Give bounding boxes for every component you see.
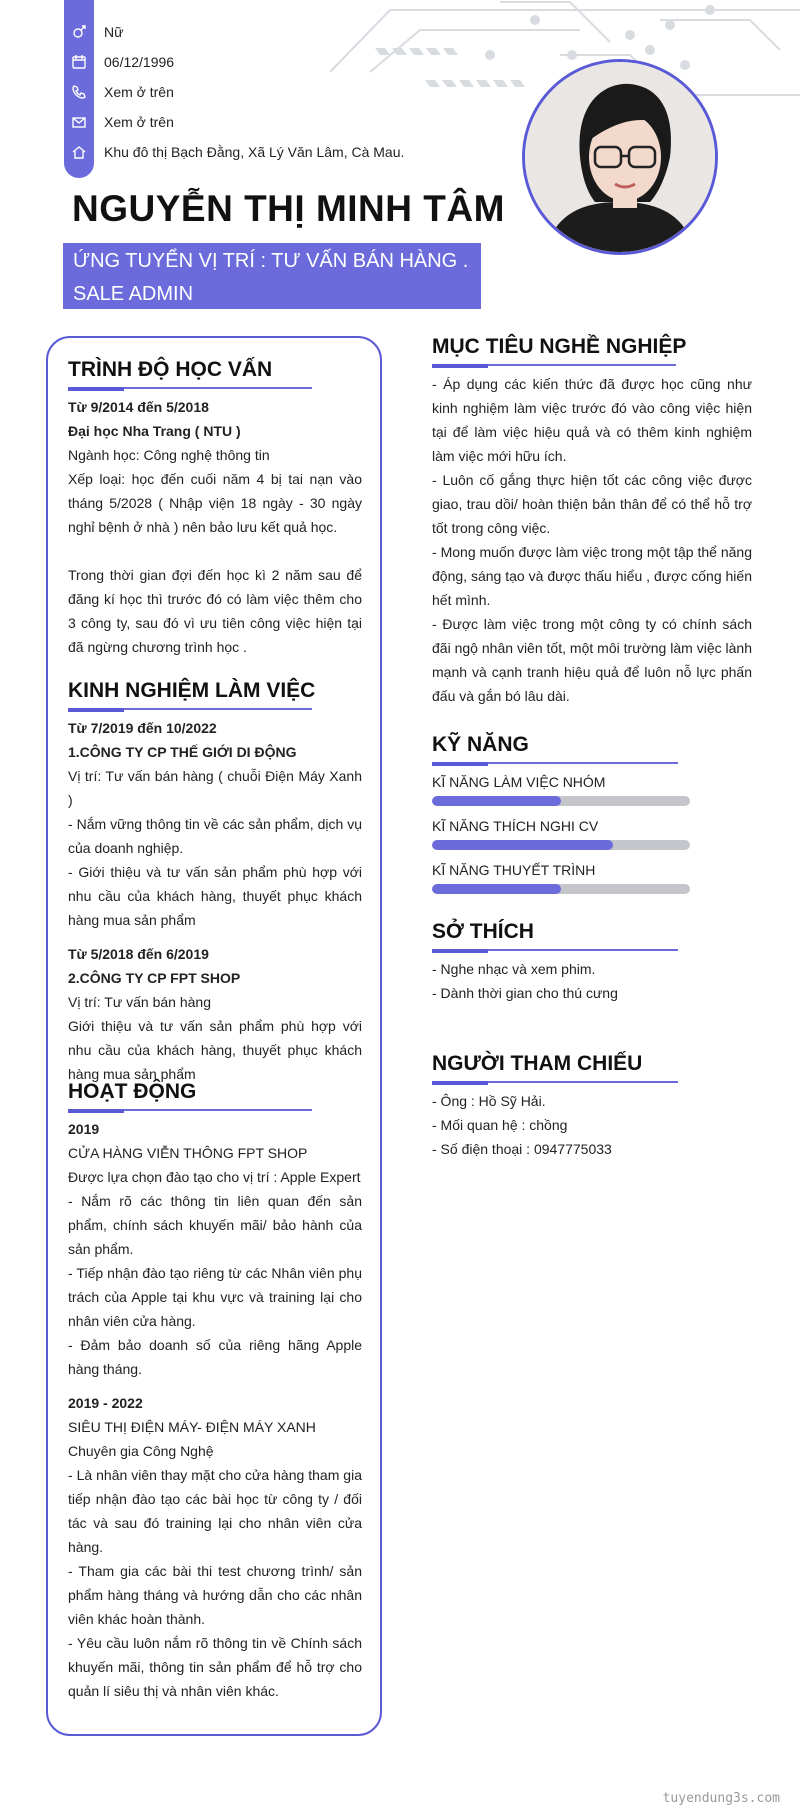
skill-bar-fill bbox=[432, 840, 613, 850]
objective-text bbox=[432, 372, 752, 708]
activity-line: - Nắm rõ các thông tin liên quan đến sản phẩm, chính sách khuyến mãi/ bảo hành của sản phẩm. bbox=[68, 1193, 362, 1257]
objective-underline bbox=[432, 364, 676, 366]
skill-label: KĨ NĂNG THÍCH NGHI CV bbox=[432, 818, 599, 834]
objective-line: - Luôn cố gắng thực hiện tốt các công việc được giao, trau dồi/ hoàn thiện bản thân để có thể hỗ trợ tốt trong công việc. bbox=[432, 472, 752, 536]
skill-bar bbox=[432, 840, 690, 850]
activity-line: - Là nhân viên thay mặt cho cửa hàng tham gia tiếp nhận đào tạo các bài học từ công ty / đối tác và sau đó training lại cho nhân viên cửa hàng. bbox=[68, 1467, 362, 1555]
objective-section bbox=[432, 335, 752, 708]
contact-phone bbox=[64, 77, 484, 107]
skill-label: KĨ NĂNG THUYẾT TRÌNH bbox=[432, 862, 596, 878]
hobbies-section bbox=[432, 920, 752, 1005]
contact-gender bbox=[64, 17, 484, 47]
activity-line: - Tiếp nhận đào tạo riêng từ các Nhân viên phụ trách của Apple tại khu vực và training lại cho nhân viên cửa hàng. bbox=[68, 1265, 362, 1329]
skill-item bbox=[432, 862, 752, 894]
activity-year: 2019 - 2022 bbox=[68, 1395, 143, 1411]
education-major: Ngành học: Công nghệ thông tin bbox=[68, 447, 270, 463]
job-line: - Giới thiệu và tư vấn sản phẩm phù hợp với nhu cầu của khách hàng, thuyết phục khách hàng mua sản phẩm bbox=[68, 864, 362, 928]
hobbies-underline bbox=[432, 949, 678, 951]
references-section bbox=[432, 1052, 752, 1161]
reference-line: - Ông : Hồ Sỹ Hải. bbox=[432, 1093, 546, 1109]
education-period: Từ 9/2014 đến 5/2018 bbox=[68, 399, 209, 415]
reference-line: - Số điện thoại : 0947775033 bbox=[432, 1141, 612, 1157]
activity-year: 2019 bbox=[68, 1121, 100, 1137]
home-icon bbox=[64, 144, 94, 160]
email-text: Xem ở trên bbox=[104, 114, 174, 130]
experience-underline bbox=[68, 708, 312, 710]
phone-text: Xem ở trên bbox=[104, 84, 174, 100]
activity-line: - Đảm bảo doanh số của riêng hãng Apple hàng tháng. bbox=[68, 1337, 362, 1377]
activity-1 bbox=[68, 1117, 362, 1381]
objective-title: MỤC TIÊU NGHỀ NGHIỆP bbox=[432, 335, 687, 358]
job-period: Từ 7/2019 đến 10/2022 bbox=[68, 720, 217, 736]
education-section bbox=[68, 358, 362, 659]
education-title: TRÌNH ĐỘ HỌC VẤN bbox=[68, 358, 273, 381]
phone-icon bbox=[64, 84, 94, 100]
references-title: NGƯỜI THAM CHIẾU bbox=[432, 1052, 643, 1075]
education-grade: Xếp loại: học đến cuối năm 4 bị tai nạn vào tháng 5/2028 ( Nhập viện 18 ngày - 30 ngày nghỉ bệnh ở nhà ) nên bảo lưu kết quả học. bbox=[68, 471, 362, 535]
skills-underline bbox=[432, 762, 678, 764]
skill-bar bbox=[432, 884, 690, 894]
objective-line: - Được làm việc trong một công ty có chính sách đãi ngộ nhân viên tốt, một môi trường làm việc lành mạnh và cạnh tranh hiệu quả để luôn nỗ lực phấn đấu và gắn bó lâu dài. bbox=[432, 616, 752, 704]
references-list bbox=[432, 1089, 752, 1161]
objective-line: - Mong muốn được làm việc trong một tập thể năng động, sáng tạo và được thấu hiểu , được cống hiến hết mình. bbox=[432, 544, 752, 608]
skill-item bbox=[432, 774, 752, 806]
job-period: Từ 5/2018 đến 6/2019 bbox=[68, 946, 209, 962]
job-line: Giới thiệu và tư vấn sản phẩm phù hợp với nhu cầu của khách hàng, thuyết phục khách hàng mua sản phẩm bbox=[68, 1018, 362, 1082]
contact-dob bbox=[64, 47, 484, 77]
education-details bbox=[68, 395, 362, 659]
contact-address bbox=[64, 137, 484, 167]
activity-line: SIÊU THỊ ĐIỆN MÁY- ĐIỆN MÁY XANH bbox=[68, 1419, 316, 1435]
position-text: ỨNG TUYỂN VỊ TRÍ : TƯ VẤN BÁN HÀNG . SALE ADMIN bbox=[73, 250, 469, 305]
activity-line: Được lựa chọn đào tạo cho vị trí : Apple Expert bbox=[68, 1169, 361, 1185]
skill-bar-fill bbox=[432, 884, 561, 894]
activities-section bbox=[68, 1080, 362, 1703]
portrait-illustration bbox=[525, 62, 715, 252]
activity-line: - Yêu cầu luôn nắm rõ thông tin về Chính sách khuyến mãi, thông tin sản phẩm để hỗ trợ cho quản lí siêu thị và nhân viên khác. bbox=[68, 1635, 362, 1699]
objective-line: - Áp dụng các kiến thức đã được học cũng như kinh nghiệm làm việc trước đó vào công việc hiện tại để làm việc hiệu quả và có thêm kinh nghiệm làm việc mới hữu ích. bbox=[432, 376, 752, 464]
skills-title: KỸ NĂNG bbox=[432, 733, 529, 756]
experience-section bbox=[68, 679, 362, 1086]
activities-title: HOẠT ĐỘNG bbox=[68, 1080, 197, 1103]
job-company: 1.CÔNG TY CP THẾ GIỚI DI ĐỘNG bbox=[68, 744, 297, 760]
dob-text: 06/12/1996 bbox=[104, 54, 175, 70]
hobbies-list bbox=[432, 957, 752, 1005]
education-note: Trong thời gian đợi đến học kì 2 năm sau để đăng kí học thì trước đó có làm việc thêm cho 3 công ty, sau đó vì ưu tiên công việc hiện tại đã ngừng chương trình học . bbox=[68, 567, 362, 655]
avatar bbox=[522, 59, 718, 255]
gender-text: Nữ bbox=[104, 24, 124, 40]
job-company: 2.CÔNG TY CP FPT SHOP bbox=[68, 970, 241, 986]
references-underline bbox=[432, 1081, 678, 1083]
activity-2 bbox=[68, 1391, 362, 1703]
job-line: - Nắm vững thông tin về các sản phẩm, dịch vụ của doanh nghiệp. bbox=[68, 816, 362, 856]
activity-line: - Tham gia các bài thi test chương trình/ sản phẩm hàng tháng và hướng dẫn cho các nhân viên khác hoàn thành. bbox=[68, 1563, 362, 1627]
skill-bar bbox=[432, 796, 690, 806]
email-icon bbox=[64, 114, 94, 130]
skill-bar-fill bbox=[432, 796, 561, 806]
address-text: Khu đô thị Bạch Đằng, Xã Lý Văn Lâm, Cà Mau. bbox=[104, 144, 405, 160]
calendar-icon bbox=[64, 54, 94, 70]
education-underline bbox=[68, 387, 312, 389]
watermark-text: tuyendung3s.com bbox=[662, 1791, 780, 1806]
job-line: Vị trí: Tư vấn bán hàng bbox=[68, 994, 211, 1010]
skills-section bbox=[432, 733, 752, 894]
reference-line: - Mối quan hệ : chồng bbox=[432, 1117, 568, 1133]
job-2 bbox=[68, 942, 362, 1086]
job-line: Vị trí: Tư vấn bán hàng ( chuỗi Điện Máy Xanh ) bbox=[68, 768, 362, 808]
experience-title: KINH NGHIỆM LÀM VIỆC bbox=[68, 679, 316, 702]
job-1 bbox=[68, 716, 362, 932]
hobby-item: - Dành thời gian cho thú cưng bbox=[432, 985, 618, 1001]
activity-line: Chuyên gia Công Nghệ bbox=[68, 1443, 214, 1459]
hobby-item: - Nghe nhạc và xem phim. bbox=[432, 961, 596, 977]
hobbies-title: SỞ THÍCH bbox=[432, 920, 534, 943]
skill-label: KĨ NĂNG LÀM VIỆC NHÓM bbox=[432, 774, 606, 790]
activities-underline bbox=[68, 1109, 312, 1111]
skill-item bbox=[432, 818, 752, 850]
contact-email bbox=[64, 107, 484, 137]
activity-line: CỬA HÀNG VIỄN THÔNG FPT SHOP bbox=[68, 1145, 308, 1161]
gender-icon bbox=[64, 24, 94, 40]
candidate-name: NGUYỄN THỊ MINH TÂM bbox=[72, 188, 505, 229]
education-school: Đại học Nha Trang ( NTU ) bbox=[68, 423, 241, 439]
